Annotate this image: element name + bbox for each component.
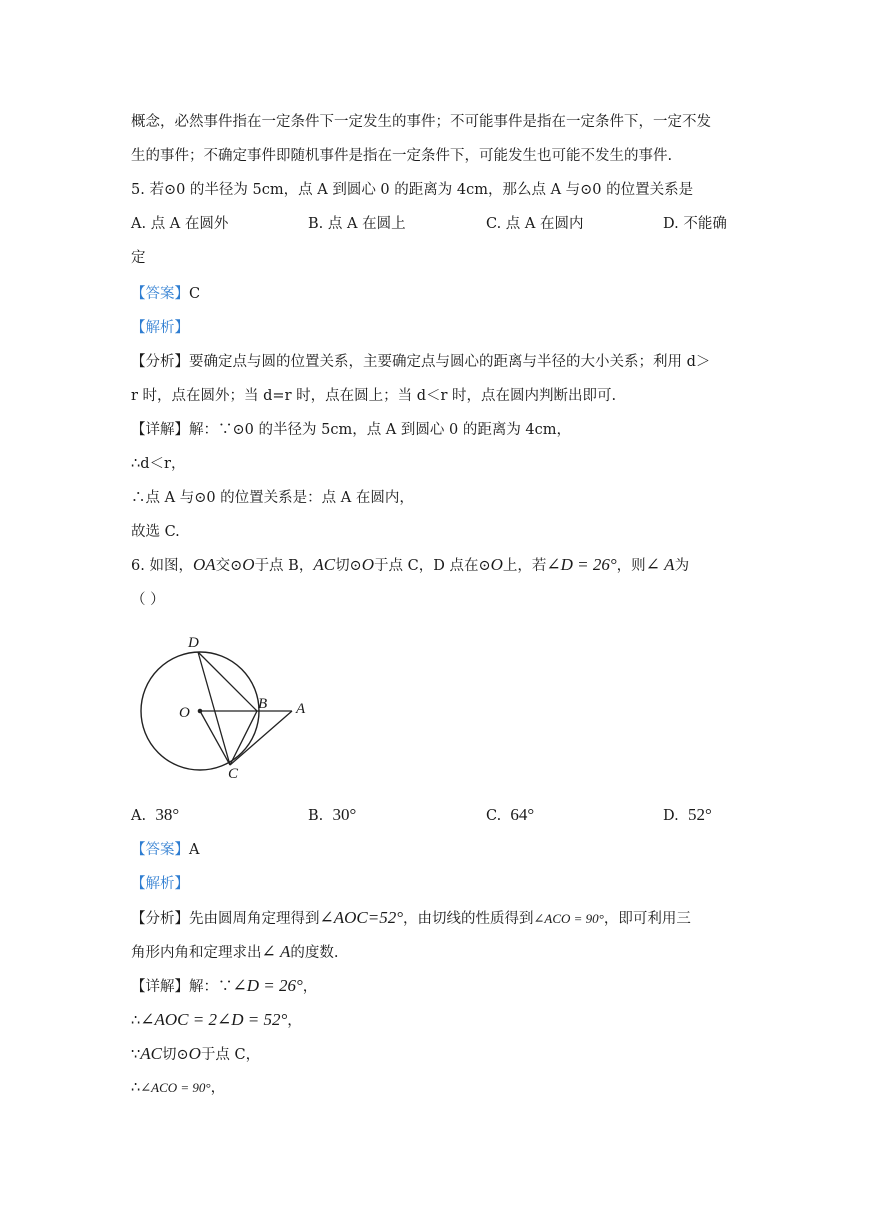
fenxi-text: 的度数. <box>290 945 339 961</box>
xiangjie-label: 【详解】 <box>131 979 189 995</box>
stem-text: 切⊙ <box>335 558 362 574</box>
q5-option-a: A. 点 A 在圆外 <box>131 216 229 232</box>
q6-fenxi <box>131 908 691 929</box>
option-value: 64° <box>510 805 535 824</box>
question-5-stem: 5. 若⊙0 的半径为 5cm，点 A 到圆心 0 的距离为 4cm，那么点 A 与⊙0 的位置关系是 <box>131 182 694 198</box>
stem-text: ，则 <box>616 558 646 574</box>
math-aco: ∠ACO = 90° <box>140 1080 211 1095</box>
q5-option-c: C. 点 A 在圆内 <box>486 216 584 232</box>
q5-step: ∴d＜r， <box>131 456 186 472</box>
answer-label: 【答案】 <box>131 842 189 858</box>
q5-fenxi <box>131 352 710 372</box>
math-o: O <box>242 555 255 574</box>
q6-paren: （ ） <box>131 592 165 608</box>
step-text: ， <box>287 1013 302 1029</box>
fenxi-text: 先由圆周角定理得到 <box>189 911 320 927</box>
q6-step <box>131 1044 260 1065</box>
math-aco: ∠ACO = 90° <box>533 911 604 926</box>
q6-step <box>131 1078 225 1098</box>
step-text: ∵ <box>131 1047 141 1063</box>
stem-text: 上，若 <box>502 558 547 574</box>
answer-value: C <box>189 286 201 302</box>
text-line: 概念，必然事件指在一定条件下一定发生的事件；不可能事件是指在一定条件下，一定不发 <box>131 114 711 130</box>
label-b: B <box>258 696 268 712</box>
math-ac: AC <box>140 1044 162 1063</box>
math-angle-a: ∠ A <box>645 555 675 574</box>
xiangjie-label: 【详解】 <box>131 422 189 438</box>
step-text: ， <box>210 1080 226 1096</box>
q6-option-d <box>663 805 712 826</box>
stem-text: 于点 B， <box>254 558 314 574</box>
step-text: 切⊙ <box>161 1047 189 1063</box>
q6-fenxi-cont <box>131 942 339 963</box>
q5-xiangjie <box>131 420 571 440</box>
option-letter: B. <box>308 808 324 824</box>
option-letter: A. <box>131 808 147 824</box>
fenxi-text: ，由切线的性质得到 <box>403 911 534 927</box>
q6-step <box>131 1010 302 1031</box>
q6-option-a <box>131 805 179 826</box>
q6-answer <box>131 840 199 860</box>
q5-analysis-label <box>131 318 189 338</box>
stem-text: 6. 如图， <box>131 558 193 574</box>
option-letter: D. <box>663 808 679 824</box>
q6-analysis-label <box>131 874 189 894</box>
q5-step: ∴点 A 与⊙0 的位置关系是：点 A 在圆内， <box>131 490 414 506</box>
math-aoc: ∠AOC=52° <box>319 908 404 927</box>
stem-text: 交⊙ <box>215 558 243 574</box>
text-line: 生的事件；不确定事件即随机事件是指在一定条件下，可能发生也可能不发生的事件. <box>131 148 673 164</box>
math-angle-a: ∠ A <box>261 942 291 961</box>
center-dot <box>198 709 203 714</box>
answer-value: A <box>189 842 200 858</box>
q5-option-b: B. 点 A 在圆上 <box>308 216 406 232</box>
segment-od <box>198 652 230 765</box>
step-text: ∴ <box>131 1013 141 1029</box>
option-value: 38° <box>155 805 180 824</box>
segment-ac <box>230 711 292 765</box>
stem-text: 为 <box>674 558 690 574</box>
xiangjie-text: 解：∵⊙0 的半径为 5cm，点 A 到圆心 0 的距离为 4cm， <box>189 422 572 438</box>
q6-option-c <box>486 805 534 826</box>
xiangjie-text: 解：∵ <box>189 979 233 995</box>
stem-text: 于点 C，D 点在⊙ <box>374 558 491 574</box>
q5-option-d: D. 不能确 <box>663 216 727 232</box>
geometry-figure <box>130 628 330 788</box>
q5-option-d-wrap: 定 <box>131 250 146 266</box>
math-o: O <box>490 555 503 574</box>
option-value: 52° <box>687 805 712 824</box>
label-d: D <box>188 635 199 651</box>
fenxi-text: 要确定点与圆的位置关系，主要确定点与圆心的距离与半径的大小关系；利用 d＞ <box>189 354 711 370</box>
label-a: A <box>296 701 306 717</box>
question-6-stem <box>131 555 689 576</box>
fenxi-text: 角形内角和定理求出 <box>131 945 262 961</box>
math-aoc-calc: ∠AOC = 2∠D = 52° <box>140 1010 288 1029</box>
math-condition: ∠D = 26° <box>546 555 617 574</box>
math-oa: OA <box>192 555 216 574</box>
step-text: 于点 C， <box>200 1047 261 1063</box>
fenxi-text: ，即可利用三 <box>603 911 691 927</box>
q6-option-b <box>308 805 356 826</box>
segment-oc <box>200 711 230 765</box>
fenxi-label: 【分析】 <box>131 911 189 927</box>
fenxi-label: 【分析】 <box>131 354 189 370</box>
math-ac: AC <box>313 555 336 574</box>
math-o: O <box>188 1044 201 1063</box>
xiangjie-text: ， <box>302 979 318 995</box>
q6-xiangjie <box>131 976 317 997</box>
label-c: C <box>228 766 239 782</box>
math-d: ∠D = 26° <box>232 976 303 995</box>
q5-fenxi-cont: r 时，点在圆外；当 d=r 时，点在圆上；当 d＜r 时，点在圆内判断出即可. <box>131 388 617 404</box>
q5-answer <box>131 284 200 304</box>
analysis-label: 【解析】 <box>131 320 189 336</box>
answer-label: 【答案】 <box>131 286 189 302</box>
math-o: O <box>361 555 374 574</box>
option-letter: C. <box>486 808 502 824</box>
label-o: O <box>179 705 190 721</box>
option-value: 30° <box>332 805 357 824</box>
step-text: ∴ <box>131 1080 141 1096</box>
q5-step: 故选 C. <box>131 524 180 540</box>
analysis-label: 【解析】 <box>131 876 189 892</box>
